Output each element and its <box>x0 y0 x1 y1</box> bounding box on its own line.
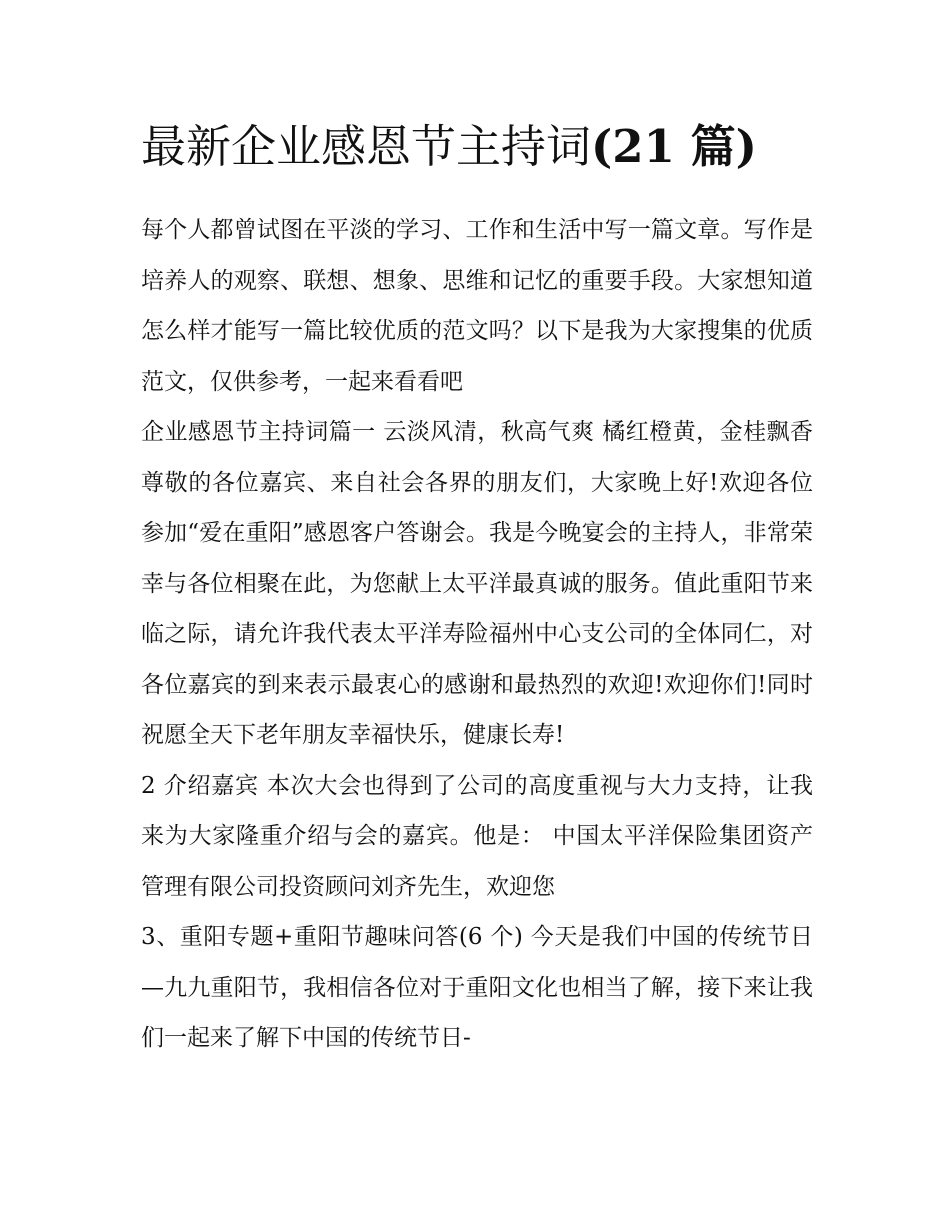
section-3-paragraph: 3、重阳专题+重阳节趣味问答(6 个) 今天是我们中国的传统节日—九九重阳节，我相信各位对于重阳文化也相当了解，接下来让我们一起来了解下中国的传统节日- <box>141 924 813 1051</box>
document-title <box>141 112 841 182</box>
section-1-paragraph: 企业感恩节主持词篇一 云淡风清，秋高气爽 橘红橙黄，金桂飘香 尊敬的各位嘉宾、来自社会各界的朋友们，大家晚上好!欢迎各位参加“爱在重阳”感恩客户答谢会。我是今晚宴会的主持人，非常荣幸与各位相聚在此，为您献上太平洋最真诚的服务。值此重阳节来临之际，请允许我代表太平洋寿险福州中心支公司的全体同仁，对各位嘉宾的到来表示最衷心的感谢和最热烈的欢迎!欢迎你们!同时祝愿全天下老年朋友幸福快乐，健康长寿! <box>141 419 813 748</box>
document-body <box>141 205 813 1064</box>
title-suffix: (21 篇) <box>591 120 757 173</box>
title-main: 最新企业感恩节主持词 <box>141 120 592 173</box>
section-2-paragraph: 2 介绍嘉宾 本次大会也得到了公司的高度重视与大力支持，让我来为大家隆重介绍与会的嘉宾。他是： 中国太平洋保险集团资产管理有限公司投资顾问刘齐先生，欢迎您 <box>141 772 813 900</box>
intro-paragraph: 每个人都曾试图在平淡的学习、工作和生活中写一篇文章。写作是培养人的观察、联想、想象、思维和记忆的重要手段。大家想知道怎么样才能写一篇比较优质的范文吗？以下是我为大家搜集的优质范文，仅供参考，一起来看看吧 <box>141 217 813 395</box>
